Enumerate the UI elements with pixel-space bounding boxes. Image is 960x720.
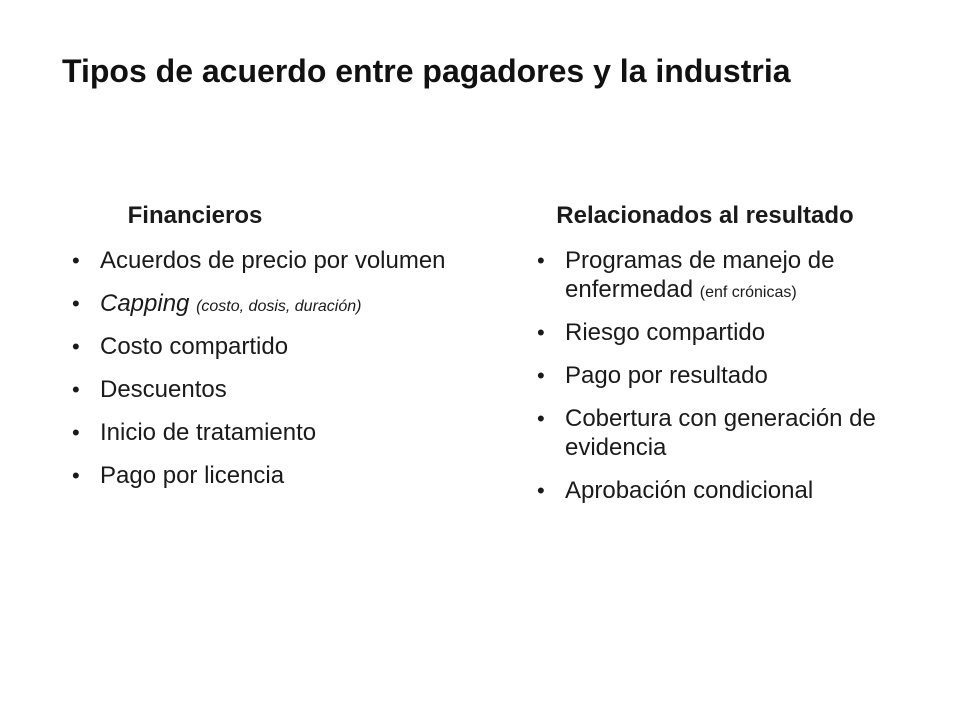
list-item — [65, 246, 465, 275]
list-item — [65, 375, 465, 404]
item-text: Inicio de tratamiento — [100, 419, 317, 446]
financieros-heading: Financieros — [127, 202, 263, 229]
item-text: Capping — [100, 290, 190, 317]
list-item — [65, 332, 465, 361]
bullet-icon: • — [537, 406, 545, 431]
list-item — [530, 361, 930, 390]
bullet-icon: • — [72, 377, 80, 402]
resultado-list — [530, 246, 930, 505]
item-text: Cobertura con generación de evidencia — [565, 405, 876, 461]
item-text: Pago por licencia — [100, 462, 285, 489]
bullet-icon: • — [537, 248, 545, 273]
bullet-icon: • — [537, 320, 545, 345]
bullet-icon: • — [72, 420, 80, 445]
bullet-icon: • — [72, 334, 80, 359]
bullet-icon: • — [537, 363, 545, 388]
item-note: (enf crónicas) — [699, 284, 797, 301]
item-text: Aprobación condicional — [565, 477, 814, 504]
item-text: Acuerdos de precio por volumen — [100, 247, 446, 274]
list-item — [530, 246, 930, 304]
item-note: (costo, dosis, duración) — [196, 298, 362, 315]
slide-title: Tipos de acuerdo entre pagadores y la industria — [62, 53, 791, 89]
list-item — [530, 318, 930, 347]
bullet-icon: • — [72, 248, 80, 273]
item-text: Pago por resultado — [565, 362, 768, 389]
item-text: Riesgo compartido — [565, 319, 766, 346]
list-item — [65, 461, 465, 490]
bullet-icon: • — [72, 291, 80, 316]
list-item — [65, 418, 465, 447]
item-text: Descuentos — [100, 376, 227, 403]
financieros-column — [65, 200, 465, 504]
item-text: Costo compartido — [100, 333, 289, 360]
bullet-icon: • — [72, 463, 80, 488]
resultado-heading: Relacionados al resultado — [556, 202, 854, 229]
item-text: Programas de manejo de enfermedad — [565, 247, 835, 303]
bullet-icon: • — [537, 478, 545, 503]
financieros-list — [65, 246, 465, 490]
list-item — [530, 404, 930, 462]
resultado-column — [530, 200, 930, 519]
list-item — [65, 289, 465, 318]
list-item — [530, 476, 930, 505]
